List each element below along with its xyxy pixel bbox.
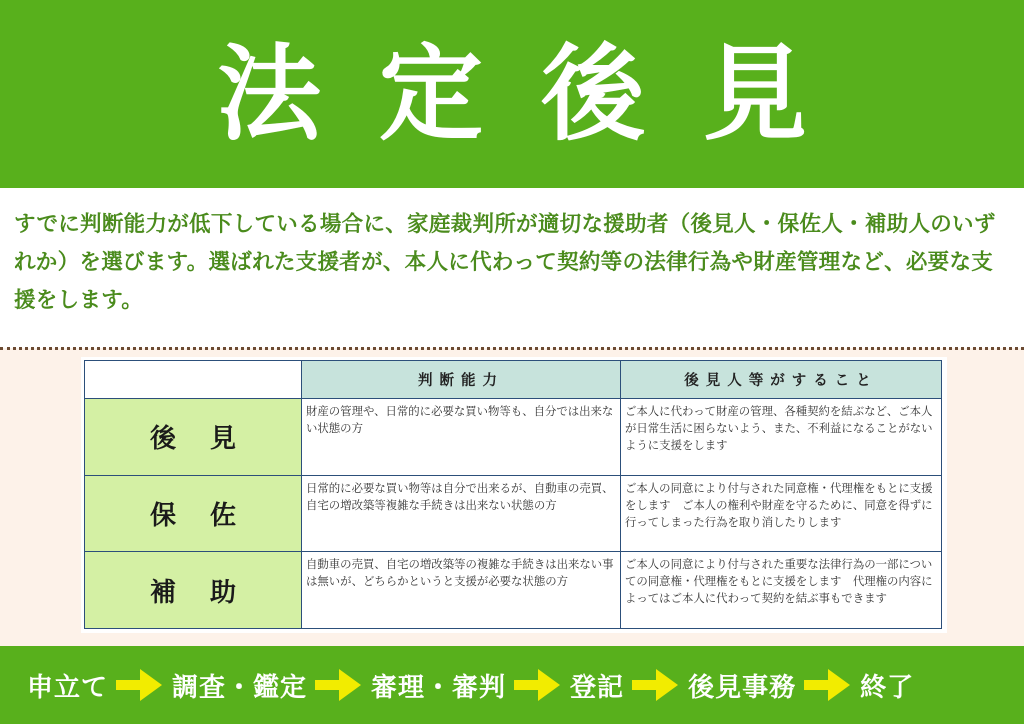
flow-step-trial: 審理・審判 [371,672,507,703]
role-cell: ご本人に代わって財産の管理、各種契約を結ぶなど、ご本人が日常生活に困らないよう、また、不利益になることがないように支援をします [621,399,942,476]
title-banner [0,0,1024,188]
role-cell: ご本人の同意により付与された同意権・代理権をもとに支援をします ご本人の権利や財産を守るために、同意を得ずに行ってしまった行為を取り消したりします [621,475,942,552]
intro-text: すでに判断能力が低下している場合に、家庭裁判所が適切な援助者（後見人・保佐人・補助人のいずれか）を選びます。選ばれた支援者が、本人に代わって契約等の法律行為や財産管理など、必要な支援をします。 [14,212,996,313]
arrow-right-icon [804,667,850,703]
arrow-right-icon [116,667,162,703]
guardianship-table [84,360,942,629]
ability-cell: 日常的に必要な買い物等は自分で出来るが、自動車の売買、自宅の増改築等複雑な手続きは出来ない状態の方 [302,475,621,552]
page-title: 法定後見 [216,32,865,155]
flow-step-petition: 申立て [27,672,109,703]
row-label-assistant: 補助 [85,552,302,629]
table-header-role: 後見人等がすること [621,361,942,399]
row-label-guardian: 後見 [85,399,302,476]
dotted-divider [0,347,1024,350]
table-header-corner [85,361,302,399]
table-row [85,399,942,476]
table-header-row [85,361,942,399]
arrow-right-icon [315,667,361,703]
flow-step-guardian-work: 後見事務 [688,672,797,703]
flow-step-end: 終了 [860,672,915,703]
comparison-table [81,357,947,633]
flow-step-investigation: 調査・鑑定 [172,672,308,703]
role-cell: ご本人の同意により付与された重要な法律行為の一部についての同意権・代理権をもとに支援をします 代理権の内容によってはご本人に代わって契約を結ぶ事もできます [621,552,942,629]
intro-section [0,188,1024,348]
table-row [85,475,942,552]
ability-cell: 財産の管理や、日常的に必要な買い物等も、自分では出来ない状態の方 [302,399,621,476]
ability-cell: 自動車の売買、自宅の増改築等の複雑な手続きは出来ない事は無いが、どちらかというと支援が必要な状態の方 [302,552,621,629]
arrow-right-icon [514,667,560,703]
table-header-ability: 判断能力 [302,361,621,399]
row-label-curator: 保佐 [85,475,302,552]
table-row [85,552,942,629]
process-flow [0,646,1024,724]
flow-step-registration: 登記 [570,672,625,703]
arrow-right-icon [632,667,678,703]
